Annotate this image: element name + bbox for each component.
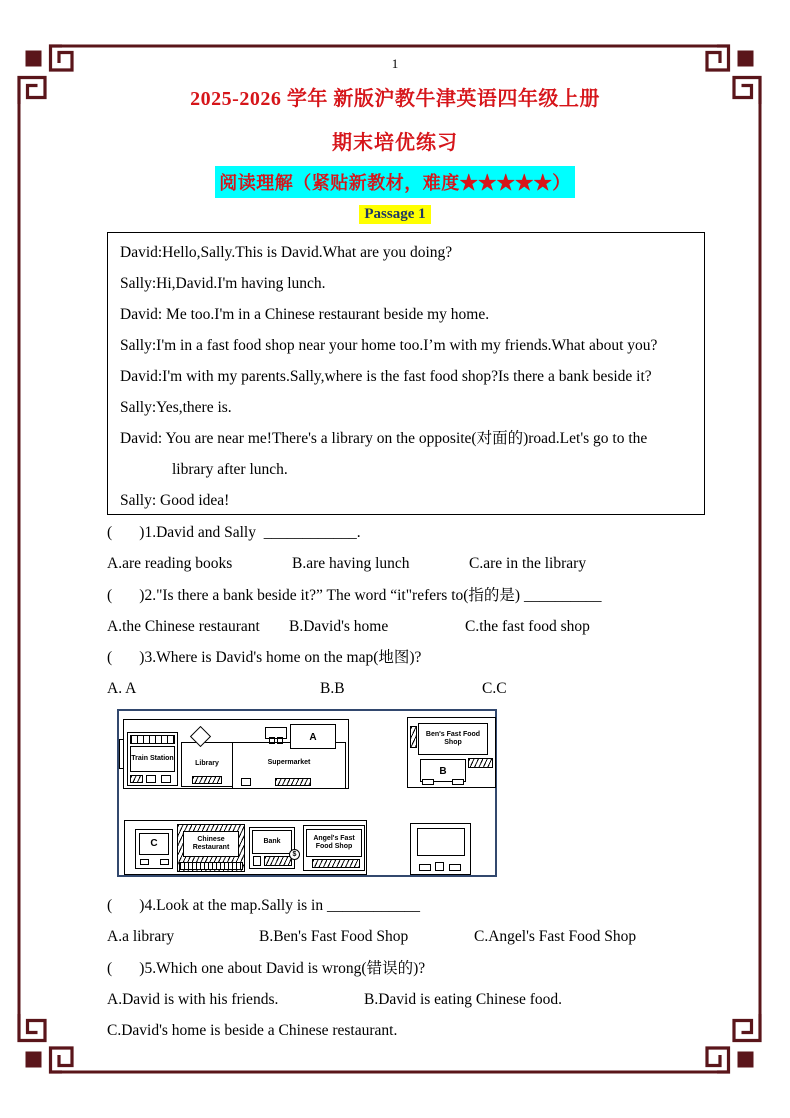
train-station-label: Train Station <box>130 746 175 772</box>
question-2-options <box>107 611 747 642</box>
blank-building <box>410 823 471 875</box>
passage-label: Passage 1 <box>359 205 430 224</box>
bank-building <box>249 827 295 869</box>
door-shape <box>419 864 431 871</box>
cart-icon <box>265 727 287 739</box>
book-logo-icon <box>190 726 211 747</box>
supermarket-building <box>232 742 346 789</box>
map-block-top-left <box>123 719 349 789</box>
questions-block-2 <box>107 890 747 1046</box>
option-2b: B.David's home <box>289 617 389 635</box>
door-shape <box>452 779 464 785</box>
supermarket-label: Supermarket <box>267 759 311 766</box>
door-shape <box>435 862 444 871</box>
building-b-label: B <box>439 766 447 777</box>
door-shape <box>146 775 156 783</box>
door-shape <box>422 779 434 785</box>
bens-label: Ben's Fast Food Shop <box>425 731 481 747</box>
question-3-options <box>107 673 747 704</box>
awning-shape <box>410 726 417 748</box>
window-shape <box>312 859 360 868</box>
train-station-building <box>127 732 178 786</box>
option-3b: B.B <box>320 680 345 698</box>
dollar-icon: $ <box>289 849 300 860</box>
question-5-stem: ( )5.Which one about David is wrong(错误的)? <box>107 959 426 977</box>
question-1-options <box>107 548 747 579</box>
option-2c: C.the fast food shop <box>465 617 590 635</box>
awning-shape <box>468 758 493 768</box>
awning-shape <box>179 862 243 870</box>
question-4-stem: ( )4.Look at the map.Sally is in ____________ <box>107 897 420 914</box>
option-3c: C.C <box>482 680 507 698</box>
passage-line: Sally:Hi,David.I'm having lunch. <box>120 275 326 292</box>
street-map <box>117 709 497 877</box>
chinese-restaurant-label: Chinese Restaurant <box>183 831 239 857</box>
page-number: 1 <box>391 56 399 71</box>
option-5b: B.David is eating Chinese food. <box>364 990 563 1008</box>
option-4c: C.Angel's Fast Food Shop <box>474 928 637 946</box>
library-label: Library <box>195 760 219 767</box>
question-1-stem: ( )1.David and Sally ____________. <box>107 524 361 541</box>
option-4a: A.a library <box>107 928 175 946</box>
building-c-label: C <box>139 833 169 855</box>
door-shape <box>140 859 149 865</box>
entrance-shape <box>275 778 311 786</box>
option-1c: C.are in the library <box>469 555 587 573</box>
building-a-label: A <box>309 732 317 743</box>
option-4b: B.Ben's Fast Food Shop <box>259 928 409 946</box>
option-5a: A.David is with his friends. <box>107 990 279 1008</box>
option-2a: A.the Chinese restaurant <box>107 617 260 635</box>
passage-line: David: Me too.I'm in a Chinese restaurant beside my home. <box>120 306 490 323</box>
worksheet-subtitle: 期末培优练习 <box>332 132 458 154</box>
passage-box <box>107 232 705 515</box>
library-building <box>181 742 233 787</box>
window-shape <box>417 828 465 856</box>
option-1a: A.are reading books <box>107 555 233 573</box>
passage-line: Sally:I'm in a fast food shop near your home too.I’m with my friends.What about you? <box>120 337 658 354</box>
steps-shape <box>192 776 222 784</box>
passage-line: library after lunch. <box>172 461 288 478</box>
question-4-options <box>107 921 747 952</box>
door-shape <box>160 859 169 865</box>
questions-block-1 <box>107 517 747 705</box>
chinese-restaurant-building <box>177 824 245 872</box>
angels-label: Angel's Fast Food Shop <box>306 829 362 857</box>
passage-line: David:I'm with my parents.Sally,where is the fast food shop?Is there a bank beside it? <box>120 368 652 385</box>
section-banner: 阅读理解（紧贴新教材，难度★★★★★） <box>215 166 575 198</box>
window-shape <box>264 856 292 866</box>
question-5-options-ab <box>107 984 747 1015</box>
bank-label: Bank <box>252 830 292 854</box>
option-3a: A. A <box>107 680 137 698</box>
bench-shape <box>130 775 143 783</box>
angels-fast-food-shop <box>303 825 365 871</box>
window-strip <box>130 735 175 744</box>
passage-label-row <box>0 205 790 224</box>
question-2-stem: ( )2."Is there a bank beside it?” The word “it"refers to(指的是) __________ <box>107 586 602 604</box>
map-block-top-right <box>407 717 496 788</box>
passage-line: David: You are near me!There's a library on the opposite(对面的)road.Let's go to the <box>120 430 648 447</box>
door-shape <box>253 856 261 866</box>
passage-line: Sally: Good idea! <box>120 492 230 509</box>
passage-line: David:Hello,Sally.This is David.What are you doing? <box>120 244 453 261</box>
map-block-bottom <box>124 820 367 875</box>
worksheet-title: 2025-2026 学年 新版沪教牛津英语四年级上册 <box>190 88 600 110</box>
door-shape <box>161 775 171 783</box>
passage-line: Sally:Yes,there is. <box>120 399 232 416</box>
door-shape <box>241 778 251 786</box>
question-3-stem: ( )3.Where is David's home on the map(地图)? <box>107 649 422 667</box>
option-5c: C.David's home is beside a Chinese restaurant. <box>107 1022 398 1040</box>
door-shape <box>449 864 461 871</box>
option-1b: B.are having lunch <box>292 555 410 573</box>
bens-fast-food-shop <box>418 723 488 755</box>
section-banner-row <box>0 166 790 198</box>
building-a <box>290 724 336 749</box>
building-c <box>135 829 173 869</box>
